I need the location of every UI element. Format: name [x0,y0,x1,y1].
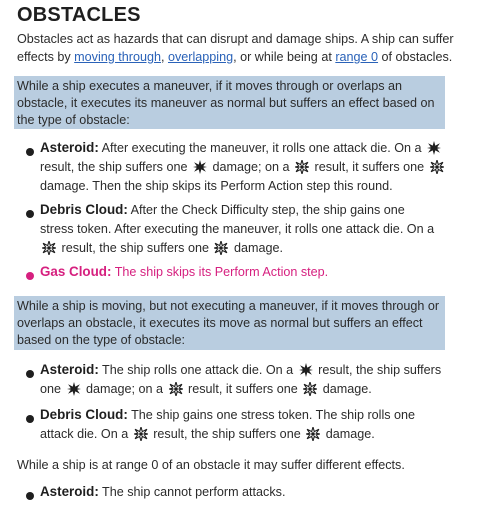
item-text: damage; on a [208,160,294,174]
move-rule-paragraph [17,298,467,349]
bullet [26,272,34,280]
list-item-debris-move [40,405,460,444]
critical-hit-icon [134,427,148,441]
item-text: result, the ship suffers one [58,241,213,255]
bullet [26,370,34,378]
item-text: result, it suffers one [311,160,428,174]
maneuver-rule-paragraph [17,78,467,129]
list-item-gas-maneuver [40,262,460,282]
bullet [26,415,34,423]
item-text: damage. [322,427,375,441]
hit-icon [193,160,207,174]
item-text: damage. [319,382,372,396]
item-text: The ship rolls one attack die. On a [98,363,297,377]
intro-text: , or while being at [233,50,336,64]
item-label: Debris Cloud: [40,407,128,422]
critical-hit-icon [295,160,309,174]
item-text: The ship cannot perform attacks. [98,485,286,499]
item-text: damage. [230,241,283,255]
item-label: Gas Cloud: [40,264,112,279]
link-range-0[interactable]: range 0 [335,50,379,64]
move-rule-line: based on the type of obstacle: [17,333,186,347]
item-label: Asteroid: [40,362,99,377]
move-rule-line: While a ship is moving, but not executing a maneuver, if it moves through or [17,299,440,313]
link-overlapping[interactable]: overlapping [167,50,234,64]
item-label: Debris Cloud: [40,202,128,217]
item-text: one [40,382,65,396]
item-text: result, the ship suffers one [149,427,305,441]
intro-paragraph [17,30,467,66]
bullet [26,492,34,500]
item-text: damage. Then the ship skips its Perform Action step this round. [40,179,393,193]
intro-line-1: Obstacles act as hazards that can disrupt and damage ships. A ship can suffer [17,32,454,46]
list-item-debris-maneuver [40,200,460,258]
item-text: After executing the maneuver, it rolls one attack die. On a [98,141,426,155]
bullet [26,148,34,156]
item-text: result, the ship suffers one [40,160,191,174]
critical-hit-icon [306,427,320,441]
range0-paragraph: While a ship is at range 0 of an obstacle it may suffer different effects. [17,458,405,472]
item-text: stress token. After executing the maneuver, it rolls one attack die. On a [40,222,435,236]
intro-text: , [160,50,168,64]
item-text: damage; on a [82,382,167,396]
critical-hit-icon [303,382,317,396]
item-text: After the Check Difficulty step, the ship gains one [127,203,405,217]
move-rule-line: overlaps an obstacle, it executes its move as normal but suffers an effect [17,316,423,330]
critical-hit-icon [42,241,56,255]
list-item-asteroid-range0 [40,482,460,502]
bullet [26,210,34,218]
hit-icon [427,141,441,155]
item-text: result, the ship suffers [314,363,442,377]
maneuver-rule-line: While a ship executes a maneuver, if it moves through or overlaps an [17,79,403,93]
intro-text: of obstacles. [378,50,453,64]
intro-line-2 [17,48,467,66]
list-item-asteroid-move [40,360,460,399]
section-title: OBSTACLES [17,4,141,26]
intro-text: effects by [17,50,75,64]
maneuver-rule-line: the type of obstacle: [17,113,130,127]
critical-hit-icon [214,241,228,255]
list-item-asteroid-maneuver [40,138,460,196]
item-text: result, it suffers one [184,382,302,396]
item-label: Asteroid: [40,140,99,155]
link-moving-through[interactable]: moving through [74,50,161,64]
hit-icon [67,382,81,396]
critical-hit-icon [169,382,183,396]
item-text: The ship skips its Perform Action step. [111,265,329,279]
item-text: The ship gains one stress token. The ship rolls one [127,408,416,422]
item-label: Asteroid: [40,484,99,499]
item-text: attack die. On a [40,427,132,441]
maneuver-rule-line: obstacle, it executes its maneuver as normal but suffers an effect based on [17,96,435,110]
critical-hit-icon [430,160,444,174]
hit-icon [299,363,313,377]
